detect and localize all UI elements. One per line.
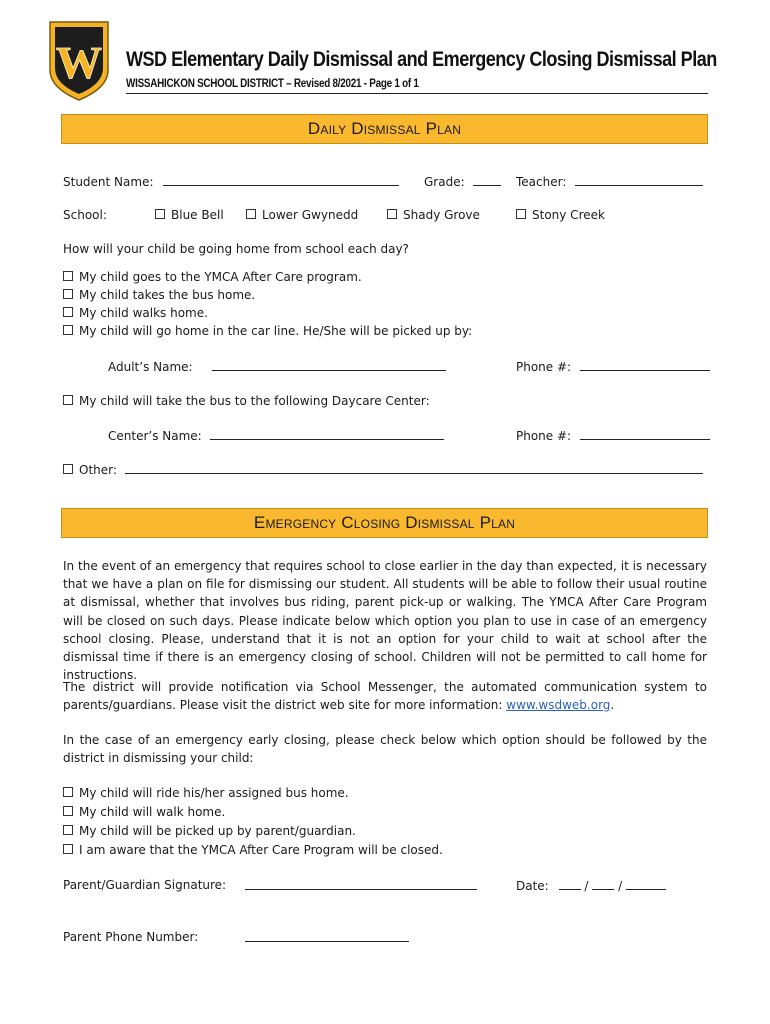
checkbox[interactable] — [63, 844, 73, 854]
emergency-paragraph-intro: In the event of an emergency that requires school to close earlier in the day than expected, it is necessary that we have a plan on file for dismissing our student. All students will be able to follow their usual routine at dismissal, whether that involves bus riding, parent pick-up or walking. The YMCA After Care Program will be closed on such days. Please indicate below which option you plan to use in case of an emergency school closing. Please, understand that it is not an option for your child to wait at school after the dismissal time if there is an emergency closing of school. Children will not be permitted to call home for instructions. — [63, 559, 707, 683]
parent-phone-label: Parent Phone Number: — [63, 930, 199, 944]
date-day-field[interactable] — [592, 878, 614, 890]
date-year-field[interactable] — [626, 878, 666, 890]
daily-option-bus[interactable]: My child takes the bus home. — [63, 288, 255, 302]
teacher-field[interactable] — [575, 174, 703, 186]
student-name-row — [63, 174, 399, 189]
checkbox[interactable] — [63, 271, 73, 281]
page-title: WSD Elementary Daily Dismissal and Emergency Closing Dismissal Plan — [126, 48, 717, 71]
adult-name-label: Adult’s Name: — [108, 360, 193, 374]
student-name-field[interactable] — [163, 174, 399, 186]
student-name-label: Student Name: — [63, 175, 154, 189]
emergency-option-walk[interactable]: My child will walk home. — [63, 805, 225, 819]
other-field[interactable] — [125, 462, 703, 474]
daily-dismissal-banner: Daily Dismissal Plan — [61, 114, 708, 144]
daily-option-daycare[interactable]: My child will take the bus to the following Daycare Center: — [63, 394, 430, 408]
parent-phone-field[interactable] — [245, 930, 409, 942]
checkbox[interactable] — [63, 825, 73, 835]
school-option-lower-gwynedd[interactable]: Lower Gwynedd — [246, 208, 358, 222]
adult-phone-row — [516, 359, 710, 374]
school-option-blue-bell[interactable]: Blue Bell — [155, 208, 224, 222]
district-website-link[interactable]: www.wsdweb.org — [506, 698, 611, 713]
signature-field[interactable] — [245, 878, 477, 890]
emergency-option-bus[interactable]: My child will ride his/her assigned bus home. — [63, 786, 349, 800]
phone-label: Phone #: — [516, 429, 572, 443]
grade-field[interactable] — [473, 174, 501, 186]
dismissal-question: How will your child be going home from school each day? — [63, 242, 409, 256]
school-label: School: — [63, 208, 107, 222]
school-option-shady-grove[interactable]: Shady Grove — [387, 208, 480, 222]
phone-label: Phone #: — [516, 360, 572, 374]
daily-option-walk[interactable]: My child walks home. — [63, 306, 208, 320]
page-subtitle: WISSAHICKON SCHOOL DISTRICT – Revised 8/2021 - Page 1 of 1 — [126, 78, 419, 90]
svg-text:W: W — [56, 37, 102, 88]
parent-phone-row — [245, 930, 409, 945]
adult-name-field[interactable] — [212, 359, 446, 371]
signature-row — [245, 878, 477, 893]
checkbox[interactable] — [63, 806, 73, 816]
teacher-row — [516, 174, 703, 189]
checkbox[interactable] — [246, 209, 256, 219]
adult-phone-field[interactable] — [580, 359, 710, 371]
signature-label: Parent/Guardian Signature: — [63, 878, 227, 892]
checkbox[interactable] — [63, 395, 73, 405]
checkbox[interactable] — [63, 787, 73, 797]
checkbox[interactable] — [63, 325, 73, 335]
date-row: Date: / / — [516, 878, 666, 893]
school-option-stony-creek[interactable]: Stony Creek — [516, 208, 605, 222]
checkbox[interactable] — [63, 307, 73, 317]
date-label: Date: — [516, 879, 549, 893]
emergency-option-pickup[interactable]: My child will be picked up by parent/guardian. — [63, 824, 356, 838]
school-logo — [48, 18, 110, 102]
center-phone-row — [516, 428, 710, 443]
emergency-option-ymca-closed[interactable]: I am aware that the YMCA After Care Program will be closed. — [63, 843, 443, 857]
center-phone-field[interactable] — [580, 428, 710, 440]
emergency-paragraph-instructions: In the case of an emergency early closing, please check below which option should be followed by the district in dismissing your child: — [63, 733, 707, 766]
emergency-paragraph-notification: The district will provide notification via School Messenger, the automated communication system to parents/guardians. Please visit the district web site for more information: www.wsdweb.org. — [63, 680, 707, 713]
center-name-field[interactable] — [210, 428, 444, 440]
center-name-label: Center’s Name: — [108, 429, 202, 443]
grade-row — [424, 174, 501, 189]
daily-option-ymca[interactable]: My child goes to the YMCA After Care program. — [63, 270, 362, 284]
center-name-row — [108, 428, 444, 443]
emergency-dismissal-banner: Emergency Closing Dismissal Plan — [61, 508, 708, 538]
grade-label: Grade: — [424, 175, 465, 189]
daily-option-car-line[interactable]: My child will go home in the car line. He/She will be picked up by: — [63, 324, 472, 338]
date-month-field[interactable] — [559, 878, 581, 890]
checkbox[interactable] — [387, 209, 397, 219]
checkbox[interactable] — [155, 209, 165, 219]
teacher-label: Teacher: — [516, 175, 567, 189]
adult-name-row — [108, 359, 446, 374]
checkbox[interactable] — [63, 289, 73, 299]
daily-option-other[interactable]: Other: — [63, 462, 703, 477]
checkbox[interactable] — [63, 464, 73, 474]
checkbox[interactable] — [516, 209, 526, 219]
header-divider — [126, 93, 708, 94]
